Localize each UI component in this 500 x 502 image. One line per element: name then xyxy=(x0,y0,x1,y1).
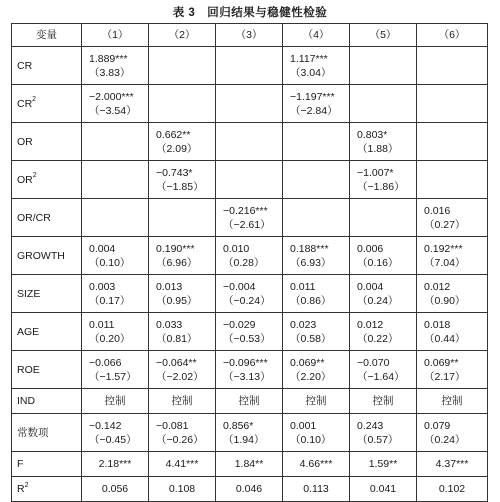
value-cell xyxy=(82,452,149,477)
t-statistic: （−1.85） xyxy=(156,180,204,193)
value-cell xyxy=(82,85,149,123)
t-statistic: （2.17） xyxy=(424,370,466,383)
value-cell xyxy=(417,85,488,123)
t-statistic: （0.10） xyxy=(290,433,332,446)
value-cell xyxy=(82,351,149,389)
t-statistic: （−2.02） xyxy=(156,370,204,383)
t-statistic: （−3.13） xyxy=(223,370,271,383)
coefficient: −0.743* xyxy=(156,166,193,179)
value-cell xyxy=(82,47,149,85)
coefficient: 控制 xyxy=(372,395,394,407)
value-cell xyxy=(283,123,350,161)
coefficient: 0.006 xyxy=(357,242,384,255)
value-cell xyxy=(216,389,283,414)
t-statistic: （−0.24） xyxy=(223,294,271,307)
t-statistic: （0.24） xyxy=(424,433,466,446)
value-cell xyxy=(283,237,350,275)
value-cell xyxy=(417,199,488,237)
value-cell xyxy=(216,237,283,275)
value-cell xyxy=(82,477,149,502)
column-header: 变量 xyxy=(12,24,82,47)
coefficient: 2.18*** xyxy=(98,458,132,470)
value-cell xyxy=(149,199,216,237)
t-statistic: （0.24） xyxy=(357,294,399,307)
t-statistic: （0.16） xyxy=(357,256,399,269)
coefficient: 0.190*** xyxy=(156,242,195,255)
value-cell xyxy=(149,47,216,85)
coefficient: −0.029 xyxy=(223,318,256,331)
coefficient: 0.079 xyxy=(424,419,451,432)
value-cell xyxy=(82,313,149,351)
value-cell xyxy=(350,85,417,123)
coefficient: 0.046 xyxy=(235,483,263,495)
t-statistic: （1.94） xyxy=(223,433,265,446)
variable-name: OR/CR xyxy=(12,199,82,237)
coefficient: 1.889*** xyxy=(89,52,128,65)
variable-name: CR xyxy=(12,47,82,85)
coefficient: 控制 xyxy=(171,395,193,407)
t-statistic: （−1.86） xyxy=(357,180,405,193)
table-row xyxy=(12,199,488,237)
variable-name: OR xyxy=(12,123,82,161)
t-statistic: （−0.45） xyxy=(89,433,137,446)
t-statistic: （0.20） xyxy=(89,332,131,345)
value-cell xyxy=(350,351,417,389)
coefficient: 1.84** xyxy=(234,458,264,470)
column-header: （2） xyxy=(149,24,216,47)
coefficient: −1.007* xyxy=(357,166,394,179)
coefficient: 控制 xyxy=(104,395,126,407)
value-cell xyxy=(216,414,283,452)
coefficient: 0.016 xyxy=(424,204,451,217)
column-header: （1） xyxy=(82,24,149,47)
table-row xyxy=(12,452,488,477)
value-cell xyxy=(149,237,216,275)
value-cell xyxy=(82,199,149,237)
column-header: （3） xyxy=(216,24,283,47)
value-cell xyxy=(417,275,488,313)
coefficient: 0.012 xyxy=(424,280,451,293)
coefficient: 0.013 xyxy=(156,280,183,293)
value-cell xyxy=(283,452,350,477)
value-cell xyxy=(350,389,417,414)
table-body xyxy=(12,47,488,502)
value-cell xyxy=(216,123,283,161)
table-row xyxy=(12,47,488,85)
coefficient: 1.59** xyxy=(368,458,398,470)
value-cell xyxy=(216,275,283,313)
coefficient: 0.033 xyxy=(156,318,183,331)
value-cell xyxy=(149,414,216,452)
coefficient: 0.192*** xyxy=(424,242,463,255)
table-row xyxy=(12,123,488,161)
coefficient: −2.000*** xyxy=(89,90,134,103)
regression-table xyxy=(11,23,488,502)
value-cell xyxy=(82,161,149,199)
value-cell xyxy=(149,85,216,123)
coefficient: 0.011 xyxy=(290,280,316,293)
variable-name: $OR^2$ xyxy=(12,161,82,199)
value-cell xyxy=(417,389,488,414)
value-cell xyxy=(216,85,283,123)
coefficient: −0.064** xyxy=(156,356,197,369)
coefficient: 0.108 xyxy=(168,483,196,495)
variable-name: ROE xyxy=(12,351,82,389)
value-cell xyxy=(216,199,283,237)
t-statistic: （2.09） xyxy=(156,142,198,155)
coefficient: −0.081 xyxy=(156,419,189,432)
t-statistic: （2.20） xyxy=(290,370,332,383)
t-statistic: （0.17） xyxy=(89,294,131,307)
table-row xyxy=(12,414,488,452)
header-row xyxy=(12,24,488,47)
coefficient: 4.41*** xyxy=(165,458,199,470)
coefficient: −0.070 xyxy=(357,356,390,369)
coefficient: 0.803* xyxy=(357,128,388,141)
coefficient: 0.010 xyxy=(223,242,250,255)
value-cell xyxy=(417,351,488,389)
table-row xyxy=(12,85,488,123)
value-cell xyxy=(417,414,488,452)
table-row xyxy=(12,237,488,275)
t-statistic: （0.57） xyxy=(357,433,399,446)
coefficient: −1.197*** xyxy=(290,90,335,103)
variable-name: SIZE xyxy=(12,275,82,313)
variable-name: GROWTH xyxy=(12,237,82,275)
value-cell xyxy=(216,313,283,351)
value-cell xyxy=(216,351,283,389)
value-cell xyxy=(417,161,488,199)
t-statistic: （0.28） xyxy=(223,256,265,269)
value-cell xyxy=(216,47,283,85)
value-cell xyxy=(350,452,417,477)
value-cell xyxy=(216,477,283,502)
value-cell xyxy=(283,414,350,452)
value-cell xyxy=(350,199,417,237)
table-row xyxy=(12,389,488,414)
coefficient: 0.056 xyxy=(101,483,129,495)
value-cell xyxy=(283,275,350,313)
coefficient: 0.023 xyxy=(290,318,317,331)
column-header: （5） xyxy=(350,24,417,47)
t-statistic: （0.27） xyxy=(424,218,466,231)
value-cell xyxy=(82,237,149,275)
coefficient: −0.096*** xyxy=(223,356,268,369)
t-statistic: （7.04） xyxy=(424,256,466,269)
t-statistic: （0.86） xyxy=(290,294,332,307)
value-cell xyxy=(283,313,350,351)
value-cell xyxy=(283,85,350,123)
t-statistic: （0.44） xyxy=(424,332,466,345)
coefficient: −0.004 xyxy=(223,280,256,293)
t-statistic: （0.22） xyxy=(357,332,399,345)
variable-name: IND xyxy=(12,389,82,414)
value-cell xyxy=(149,389,216,414)
t-statistic: （0.81） xyxy=(156,332,198,345)
coefficient: 0.102 xyxy=(438,483,466,495)
coefficient: 0.003 xyxy=(89,280,116,293)
t-statistic: （6.93） xyxy=(290,256,332,269)
value-cell xyxy=(216,161,283,199)
value-cell xyxy=(283,351,350,389)
t-statistic: （−2.84） xyxy=(290,104,338,117)
t-statistic: （3.04） xyxy=(290,66,332,79)
coefficient: 控制 xyxy=(305,395,327,407)
value-cell xyxy=(149,313,216,351)
t-statistic: （−1.64） xyxy=(357,370,405,383)
coefficient: 0.004 xyxy=(357,280,384,293)
coefficient: −0.216*** xyxy=(223,204,268,217)
value-cell xyxy=(417,313,488,351)
value-cell xyxy=(149,452,216,477)
variable-name: 常数项 xyxy=(12,414,82,452)
value-cell xyxy=(350,477,417,502)
table-row xyxy=(12,275,488,313)
coefficient: 0.004 xyxy=(89,242,116,255)
value-cell xyxy=(283,389,350,414)
column-header: （6） xyxy=(417,24,488,47)
t-statistic: （−0.26） xyxy=(156,433,204,446)
value-cell xyxy=(149,275,216,313)
table-row xyxy=(12,313,488,351)
coefficient: 0.012 xyxy=(357,318,384,331)
value-cell xyxy=(283,161,350,199)
value-cell xyxy=(350,237,417,275)
value-cell xyxy=(417,47,488,85)
table-title: 表 3 回归结果与稳健性检验 xyxy=(172,7,328,19)
value-cell xyxy=(417,123,488,161)
coefficient: 0.069** xyxy=(290,356,325,369)
coefficient: 0.001 xyxy=(290,419,317,432)
variable-name: $CR^2$ xyxy=(12,85,82,123)
variable-name: AGE xyxy=(12,313,82,351)
t-statistic: （−3.54） xyxy=(89,104,137,117)
table-row xyxy=(12,351,488,389)
coefficient: 0.188*** xyxy=(290,242,329,255)
coefficient: 0.662** xyxy=(156,128,191,141)
value-cell xyxy=(350,414,417,452)
value-cell xyxy=(283,47,350,85)
value-cell xyxy=(417,237,488,275)
t-statistic: （−2.61） xyxy=(223,218,271,231)
coefficient: 0.069** xyxy=(424,356,459,369)
value-cell xyxy=(350,47,417,85)
coefficient: 4.37*** xyxy=(435,458,469,470)
t-statistic: （6.96） xyxy=(156,256,198,269)
value-cell xyxy=(149,477,216,502)
t-statistic: （−1.57） xyxy=(89,370,137,383)
value-cell xyxy=(283,199,350,237)
value-cell xyxy=(350,275,417,313)
value-cell xyxy=(149,123,216,161)
value-cell xyxy=(417,477,488,502)
coefficient: 0.856* xyxy=(223,419,254,432)
value-cell xyxy=(283,477,350,502)
t-statistic: （3.83） xyxy=(89,66,131,79)
t-statistic: （0.10） xyxy=(89,256,131,269)
coefficient: 0.041 xyxy=(369,483,397,495)
value-cell xyxy=(216,452,283,477)
value-cell xyxy=(82,414,149,452)
value-cell xyxy=(350,313,417,351)
coefficient: 0.018 xyxy=(424,318,451,331)
coefficient: 0.011 xyxy=(89,318,115,331)
variable-name: F xyxy=(12,452,82,477)
column-header: （4） xyxy=(283,24,350,47)
value-cell xyxy=(82,275,149,313)
t-statistic: （0.58） xyxy=(290,332,332,345)
value-cell xyxy=(350,161,417,199)
t-statistic: （0.95） xyxy=(156,294,198,307)
coefficient: −0.142 xyxy=(89,419,122,432)
value-cell xyxy=(350,123,417,161)
value-cell xyxy=(149,351,216,389)
coefficient: 0.243 xyxy=(357,419,384,432)
coefficient: 控制 xyxy=(238,395,260,407)
value-cell xyxy=(149,161,216,199)
variable-name: $R^2$ xyxy=(12,477,82,502)
t-statistic: （0.90） xyxy=(424,294,466,307)
t-statistic: （1.88） xyxy=(357,142,399,155)
value-cell xyxy=(417,452,488,477)
table-row xyxy=(12,477,488,502)
coefficient: −0.066 xyxy=(89,356,122,369)
coefficient: 控制 xyxy=(441,395,463,407)
coefficient: 1.117*** xyxy=(290,52,328,65)
value-cell xyxy=(82,123,149,161)
coefficient: 4.66*** xyxy=(299,458,333,470)
t-statistic: （−0.53） xyxy=(223,332,271,345)
value-cell xyxy=(82,389,149,414)
table-row xyxy=(12,161,488,199)
coefficient: 0.113 xyxy=(303,483,329,495)
